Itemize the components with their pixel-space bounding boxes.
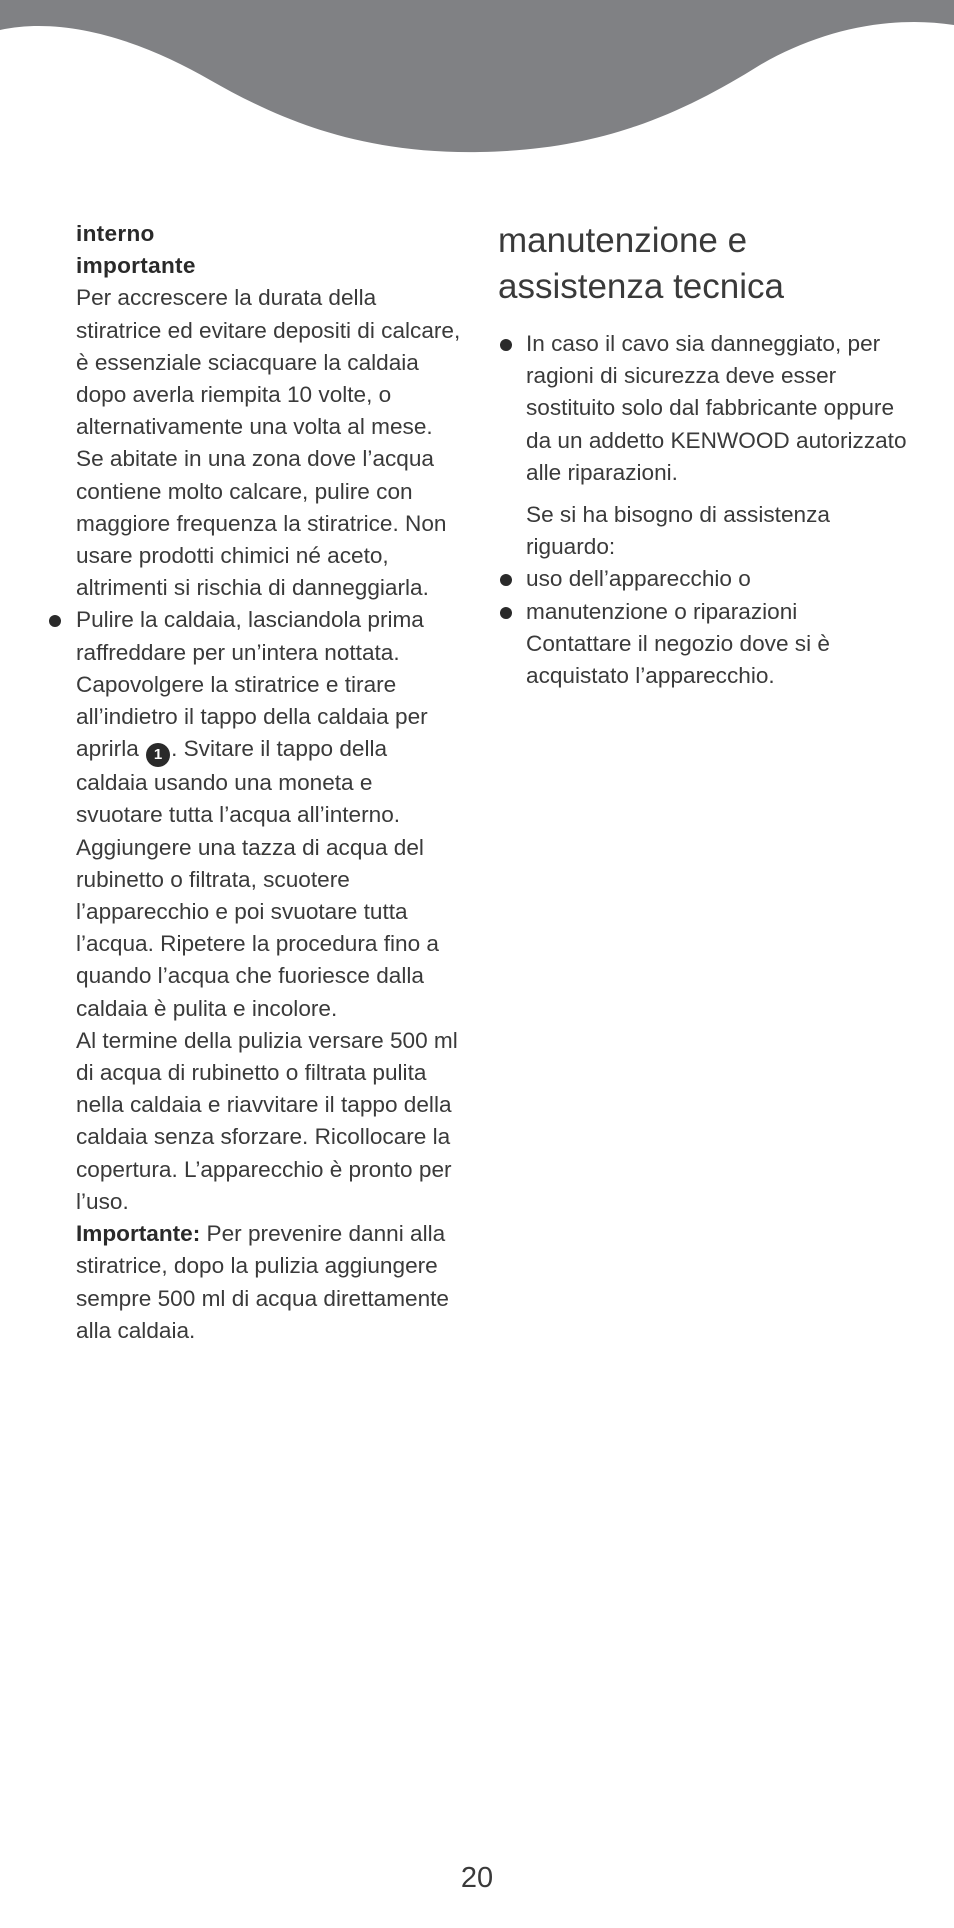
contact-paragraph: Contattare il negozio dove si è acquistato l’apparecchio. (526, 630, 830, 689)
header-wave-band (0, 0, 954, 160)
assistance-intro: Se si ha bisogno di assistenza riguardo: (526, 502, 830, 560)
cable-text: In caso il cavo sia danneggiato, per ragioni di sicurezza deve esser sostituito solo dal fabbricante oppure da un addetto KENWOOD autorizzato alle riparazioni. (526, 331, 907, 485)
maintenance-text: manutenzione o riparazioni (526, 598, 798, 624)
cleaning-text-2: . Svitare il tappo della caldaia usando una moneta e svuotare tutta l’acqua all’interno. Aggiungere una tazza di acqua del rubinetto o filtrata, scuotere l’apparecchio e poi svuotare tutta l’acqua. Ripetere la procedura fino a quando l’acqua che fuoriesce dalla caldaia è pulita e incolore. (76, 736, 439, 1021)
right-column (498, 218, 918, 692)
left-column (44, 218, 464, 1347)
usage-bullet-item (498, 563, 918, 595)
usage-text: uso dell’apparecchio o (526, 566, 751, 592)
page-number: 20 (460, 1862, 494, 1894)
intro-paragraph: Per accrescere la durata della stiratrice ed evitare depositi di calcare, è essenziale sciacquare la caldaia dopo averla riempita 10 volte, o alternativamente una volta al mese. Se abitate in una zona dove l’acqua contiene molto calcare, pulire con maggiore frequenza la stiratrice. Non usare prodotti chimici né aceto, altrimenti si rischia di danneggiarla. (76, 285, 461, 601)
maintenance-bullet-item (498, 596, 918, 628)
section-heading-importante: importante (76, 253, 196, 279)
important-note (44, 1218, 464, 1347)
cleaning-bullet-item (44, 604, 464, 1024)
title-line-1: manutenzione e (498, 221, 748, 260)
important-text: Per prevenire danni alla stiratrice, dopo la pulizia aggiungere sempre 500 ml di acqua direttamente alla caldaia. (76, 1221, 449, 1343)
cable-bullet-item (498, 328, 918, 489)
figure-ref-icon: 1 (146, 743, 170, 767)
cleaning-text-1: Pulire la caldaia, lasciandola prima raffreddare per un’intera nottata. Capovolgere la stiratrice e tirare all’indietro il tappo della caldaia per aprirla (76, 607, 428, 762)
title-line-2: assistenza tecnica (498, 267, 784, 306)
section-heading-interno: interno (76, 221, 155, 246)
section-title (498, 218, 918, 310)
bullet-icon (500, 607, 512, 619)
important-label: Importante: (76, 1221, 201, 1247)
bullet-icon (500, 574, 512, 586)
refill-paragraph: Al termine della pulizia versare 500 ml di acqua di rubinetto o filtrata pulita nella caldaia e riavvitare il tappo della caldaia senza sforzare. Ricollocare la copertura. L’apparecchio è pronto per l’uso. (76, 1027, 458, 1214)
bullet-icon (49, 615, 61, 627)
bullet-icon (500, 339, 512, 351)
